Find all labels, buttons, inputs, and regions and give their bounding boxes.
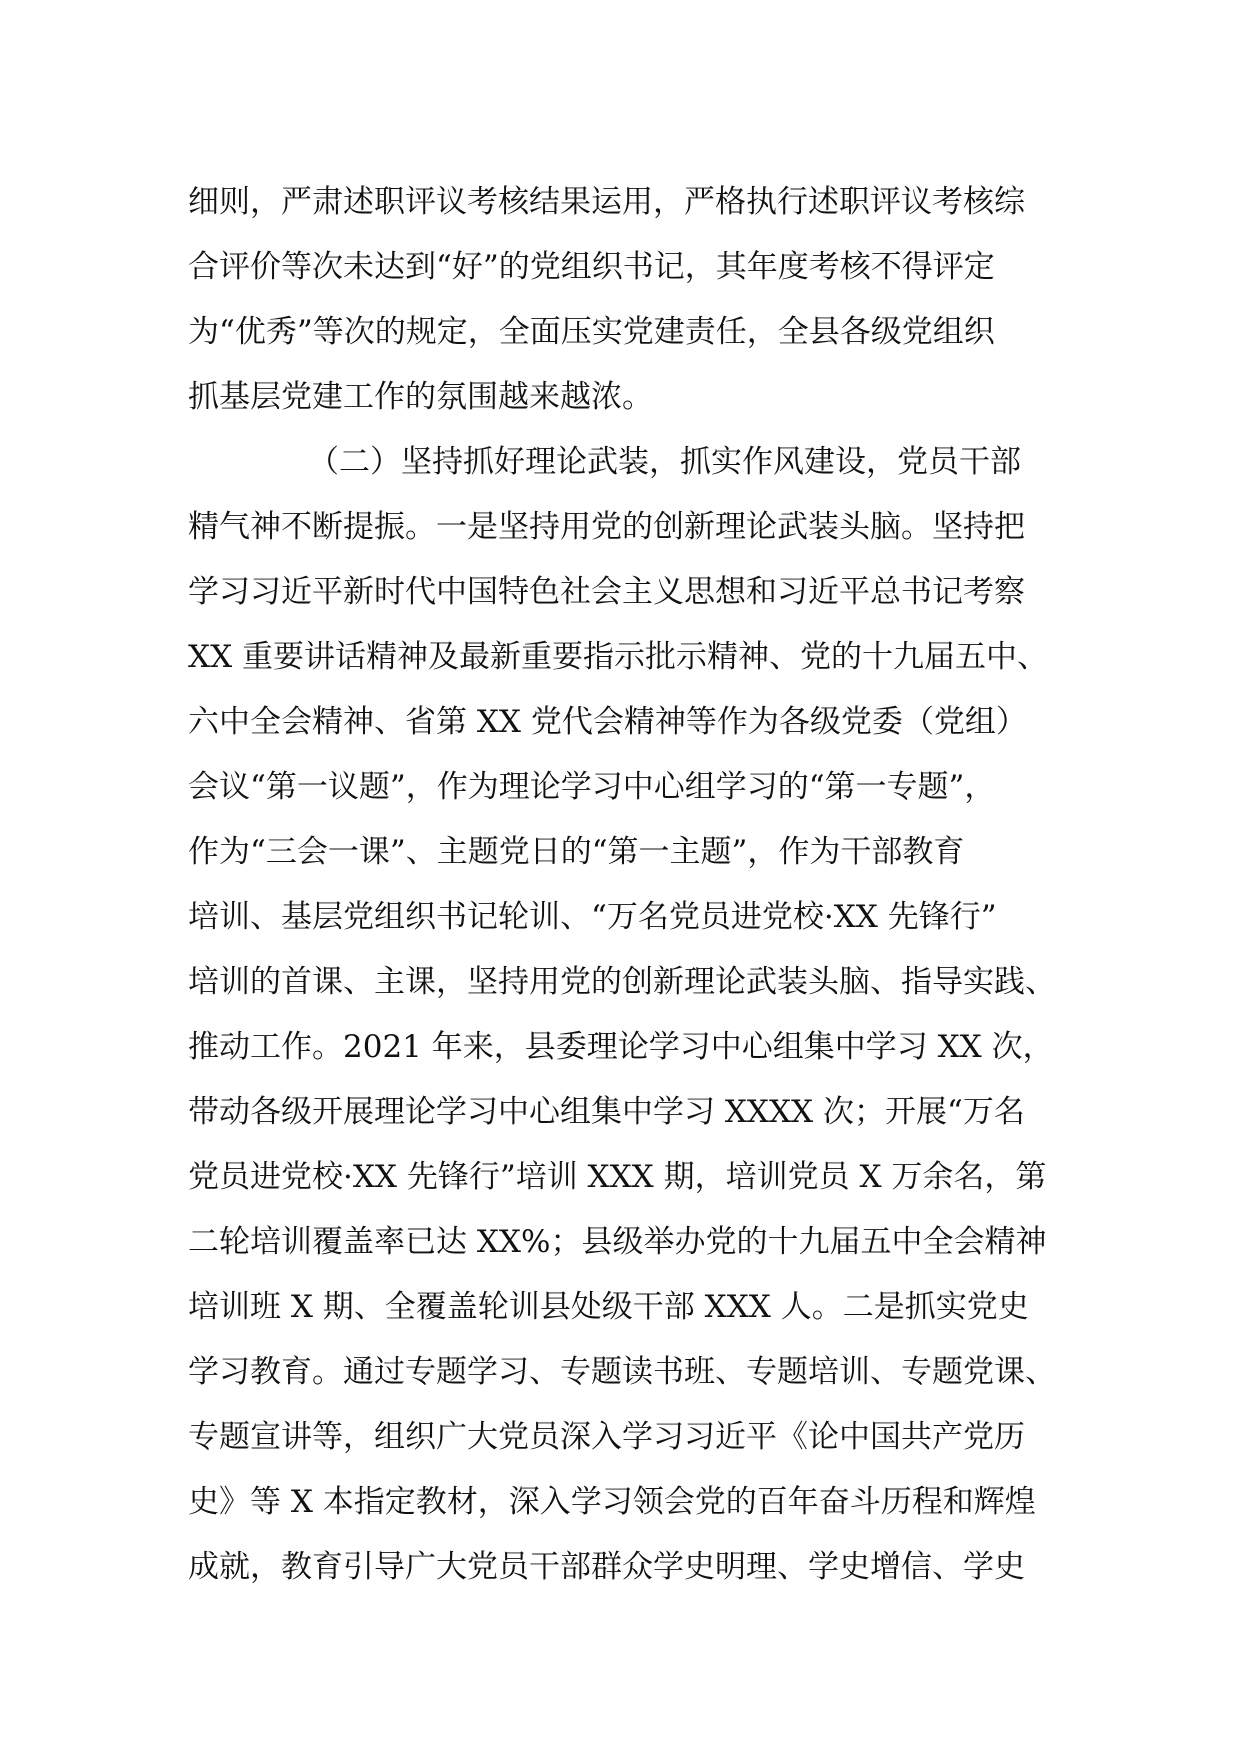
text-line-14: 推动工作。2021 年来，县委理论学习中心组集中学习 XX 次， [188, 1029, 1054, 1065]
text-line-13: 培训的首课、主课，坚持用党的创新理论武装头脑、指导实践、 [188, 964, 1056, 1000]
text-line-18: 培训班 X 期、全覆盖轮训县处级干部 XXX 人。二是抓实党史 [188, 1289, 1029, 1325]
text-line-7: 学习习近平新时代中国特色社会主义思想和习近平总书记考察 [188, 574, 1025, 610]
text-line-12: 培训、基层党组织书记轮训、“万名党员进党校·XX 先锋行” [188, 899, 997, 935]
text-line-17: 二轮培训覆盖率已达 XX%；县级举办党的十九届五中全会精神 [188, 1224, 1047, 1260]
text-line-11: 作为“三会一课”、主题党日的“第一主题”，作为干部教育 [188, 834, 965, 870]
text-line-20: 专题宣讲等，组织广大党员深入学习习近平《论中国共产党历 [188, 1419, 1025, 1455]
text-line-10: 会议“第一议题”，作为理论学习中心组学习的“第一专题”， [188, 769, 996, 805]
text-line-6: 精气神不断提振。一是坚持用党的创新理论武装头脑。坚持把 [188, 509, 1025, 545]
text-line-8: XX 重要讲话精神及最新重要指示批示精神、党的十九届五中、 [188, 639, 1048, 675]
text-line-4: 抓基层党建工作的氛围越来越浓。 [188, 379, 653, 415]
text-line-9: 六中全会精神、省第 XX 党代会精神等作为各级党委（党组） [188, 704, 1027, 740]
text-line-19: 学习教育。通过专题学习、专题读书班、专题培训、专题党课、 [188, 1354, 1056, 1390]
text-line-22: 成就，教育引导广大党员干部群众学史明理、学史增信、学史 [188, 1549, 1025, 1585]
section-heading-line: （二）坚持抓好理论武装，抓实作风建设，党员干部 [308, 444, 1021, 480]
text-line-3: 为“优秀”等次的规定，全面压实党建责任，全县各级党组织 [188, 314, 995, 350]
text-line-15: 带动各级开展理论学习中心组集中学习 XXXX 次；开展“万名 [188, 1094, 1025, 1130]
text-line-21: 史》等 X 本指定教材，深入学习领会党的百年奋斗历程和辉煌 [188, 1484, 1036, 1520]
text-line-16: 党员进党校·XX 先锋行”培训 XXX 期，培训党员 X 万余名，第 [188, 1159, 1047, 1195]
text-line-2: 合评价等次未达到“好”的党组织书记，其年度考核不得评定 [188, 249, 995, 285]
text-line-1: 细则，严肃述职评议考核结果运用，严格执行述职评议考核综 [188, 184, 1025, 220]
body-text [188, 170, 1068, 1600]
